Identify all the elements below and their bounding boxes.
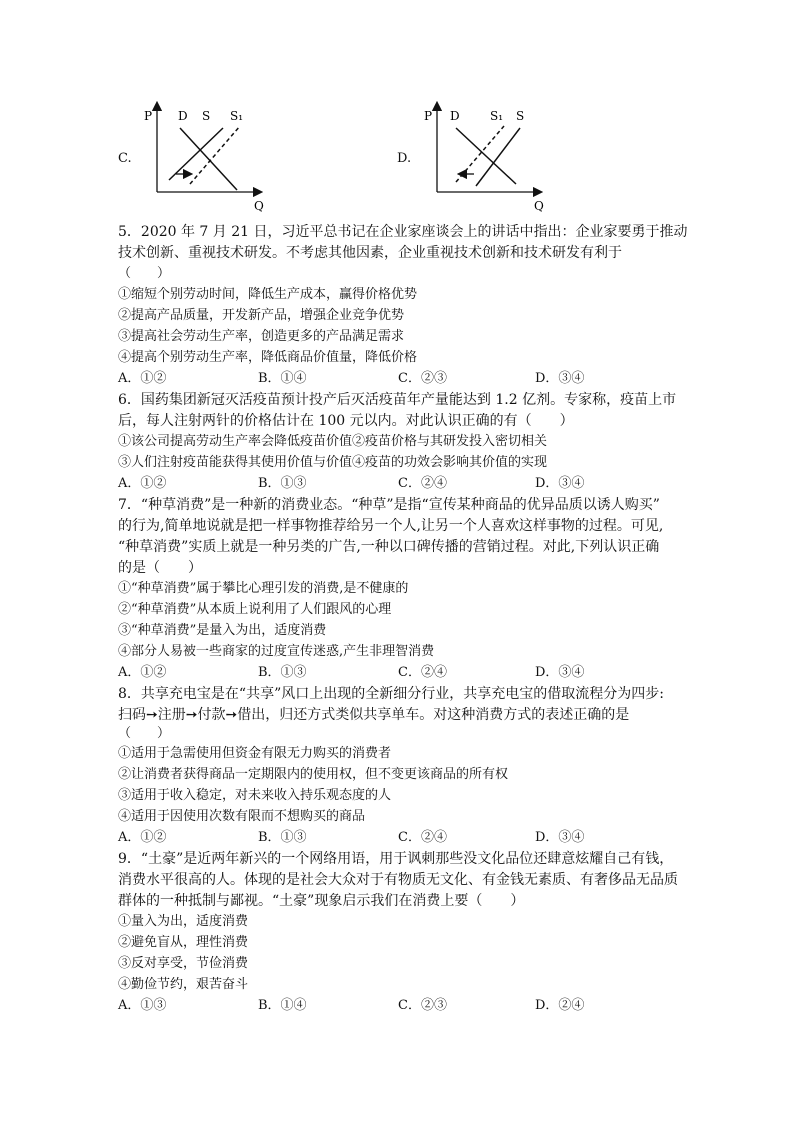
- q6-option-a[interactable]: A．①②: [118, 476, 167, 491]
- q8-option-c[interactable]: C．②④: [398, 830, 447, 845]
- q8-item-2: ②让消费者获得商品一定期限内的使用权，但不变更该商品的所有权: [118, 767, 509, 782]
- q7-option-c[interactable]: C．②④: [398, 665, 447, 680]
- q5-stem-line2: 技术创新、重视技术研发。不考虑其他因素，企业重视技术创新和技术研发有利于: [118, 245, 622, 261]
- q8-option-b[interactable]: B．①③: [258, 830, 307, 845]
- q5-option-c[interactable]: C．②③: [398, 371, 447, 386]
- q7-stem-line4: 的是（ ）: [118, 560, 202, 576]
- q9-option-b[interactable]: B．①④: [258, 998, 307, 1013]
- q7-stem-line2: 的行为,简单地说就是把一样事物推荐给另一个人,让另一个人喜欢这样事物的过程。可见,: [118, 518, 664, 534]
- q8-answer-paren: （ ）: [118, 726, 171, 741]
- q6-stem-line2: 后，每人注射两针的价格估计在 100 元以内。对此认识正确的有（ ）: [118, 413, 574, 429]
- q6-stem-line1: 6．国药集团新冠灭活疫苗预计投产后灭活疫苗年产量能达到 1.2 亿剂。专家称，疫苗上市: [118, 392, 677, 408]
- q9-option-a[interactable]: A．①③: [118, 998, 167, 1013]
- supply-1-label: S₁: [230, 109, 244, 123]
- q9-stem-line3: 群体的一种抵制与鄙视。“土豪”现象启示我们在消费上要（ ）: [118, 893, 525, 909]
- q7-item-2: ②“种草消费”从本质上说利用了人们跟风的心理: [118, 602, 392, 617]
- q8-option-a[interactable]: A．①②: [118, 830, 167, 845]
- q5-option-d[interactable]: D．③④: [535, 371, 585, 386]
- q7-option-d[interactable]: D．③④: [535, 665, 585, 680]
- p-axis-label: P: [144, 109, 153, 123]
- supply-1-label: S₁: [490, 109, 504, 123]
- q5-stem-line1: 5．2020 年 7 月 21 日，习近平总书记在企业家座谈会上的讲话中指出：企业家要勇于推动: [118, 224, 688, 240]
- supply-curve: [476, 128, 520, 186]
- q8-item-3: ③适用于收入稳定，对未来收入持乐观态度的人: [118, 788, 392, 803]
- q8-item-4: ④适用于因使用次数有限而不想购买的商品: [118, 809, 366, 824]
- q8-option-d[interactable]: D．③④: [535, 830, 585, 845]
- q5-item-2: ②提高产品质量，开发新产品，增强企业竞争优势: [118, 308, 405, 323]
- p-axis-label: P: [424, 109, 433, 123]
- q9-option-c[interactable]: C．②③: [398, 998, 447, 1013]
- q5-option-a[interactable]: A．①②: [118, 371, 167, 386]
- q8-item-1: ①适用于急需使用但资金有限无力购买的消费者: [118, 746, 392, 761]
- q8-stem-line2: 扫码➙注册➙付款➙借出，归还方式类似共享单车。对这种消费方式的表述正确的是: [118, 707, 630, 723]
- q9-stem-line1: 9．“土豪”是近两年新兴的一个网络用语，用于讽刺那些没文化品位还肆意炫耀自己有钱，: [118, 851, 674, 867]
- q7-item-1: ①“种草消费”属于攀比心理引发的消费,是不健康的: [118, 581, 409, 596]
- q9-item-1: ①量入为出，适度消费: [118, 914, 249, 929]
- q6-items-line2: ③人们注射疫苗能获得其使用价值与价值④疫苗的功效会影响其价值的实现: [118, 455, 548, 470]
- demand-curve: [456, 128, 516, 184]
- q5-option-b[interactable]: B．①④: [258, 371, 307, 386]
- graph-d: [420, 100, 550, 220]
- option-c-label: C.: [118, 151, 132, 166]
- q9-option-d[interactable]: D．②④: [535, 998, 585, 1013]
- q7-item-4: ④部分人易被一些商家的过度宣传迷惑,产生非理智消费: [118, 644, 435, 659]
- q8-stem-line1: 8．共享充电宝是在“共享”风口上出现的全新细分行业，共享充电宝的借取流程分为四步:: [118, 686, 664, 702]
- q7-stem-line1: 7．“种草消费”是一种新的消费业态。“种草”是指“宣传某种商品的优异品质以诱人购买”: [118, 497, 660, 513]
- supply-label: S: [202, 109, 211, 123]
- q7-option-a[interactable]: A．①②: [118, 665, 167, 680]
- q9-item-4: ④勤俭节约，艰苦奋斗: [118, 977, 249, 992]
- q9-item-3: ③反对享受，节俭消费: [118, 956, 249, 971]
- q5-answer-paren: （ ）: [118, 266, 171, 281]
- option-d-label: D.: [397, 151, 412, 166]
- demand-curve: [180, 128, 237, 190]
- demand-label: D: [178, 109, 188, 123]
- q-axis-label: Q: [534, 199, 544, 213]
- q7-item-3: ③“种草消费”是量入为出，适度消费: [118, 623, 327, 638]
- q5-item-1: ①缩短个别劳动时间，降低生产成本，赢得价格优势: [118, 287, 418, 302]
- supply-label: S: [516, 109, 525, 123]
- q9-stem-line2: 消费水平很高的人。体现的是社会大众对于有物质无文化、有金钱无素质、有奢侈品无品质: [118, 872, 678, 888]
- graph-c: [140, 100, 270, 220]
- q6-option-c[interactable]: C．②④: [398, 476, 447, 491]
- q6-option-d[interactable]: D．③④: [535, 476, 585, 491]
- q7-stem-line3: “种草消费”实质上就是一种另类的广告,一种以口碑传播的营销过程。对此,下列认识正确: [118, 539, 660, 555]
- q7-option-b[interactable]: B．①③: [258, 665, 307, 680]
- q6-items-line1: ①该公司提高劳动生产率会降低疫苗价值②疫苗价格与其研发投入密切相关: [118, 434, 548, 449]
- demand-label: D: [450, 109, 460, 123]
- q5-item-4: ④提高个别劳动生产率，降低商品价值量，降低价格: [118, 350, 418, 365]
- q5-item-3: ③提高社会劳动生产率，创造更多的产品满足需求: [118, 329, 405, 344]
- q-axis-label: Q: [254, 199, 264, 213]
- q9-item-2: ②避免盲从，理性消费: [118, 935, 249, 950]
- q6-option-b[interactable]: B．①③: [258, 476, 307, 491]
